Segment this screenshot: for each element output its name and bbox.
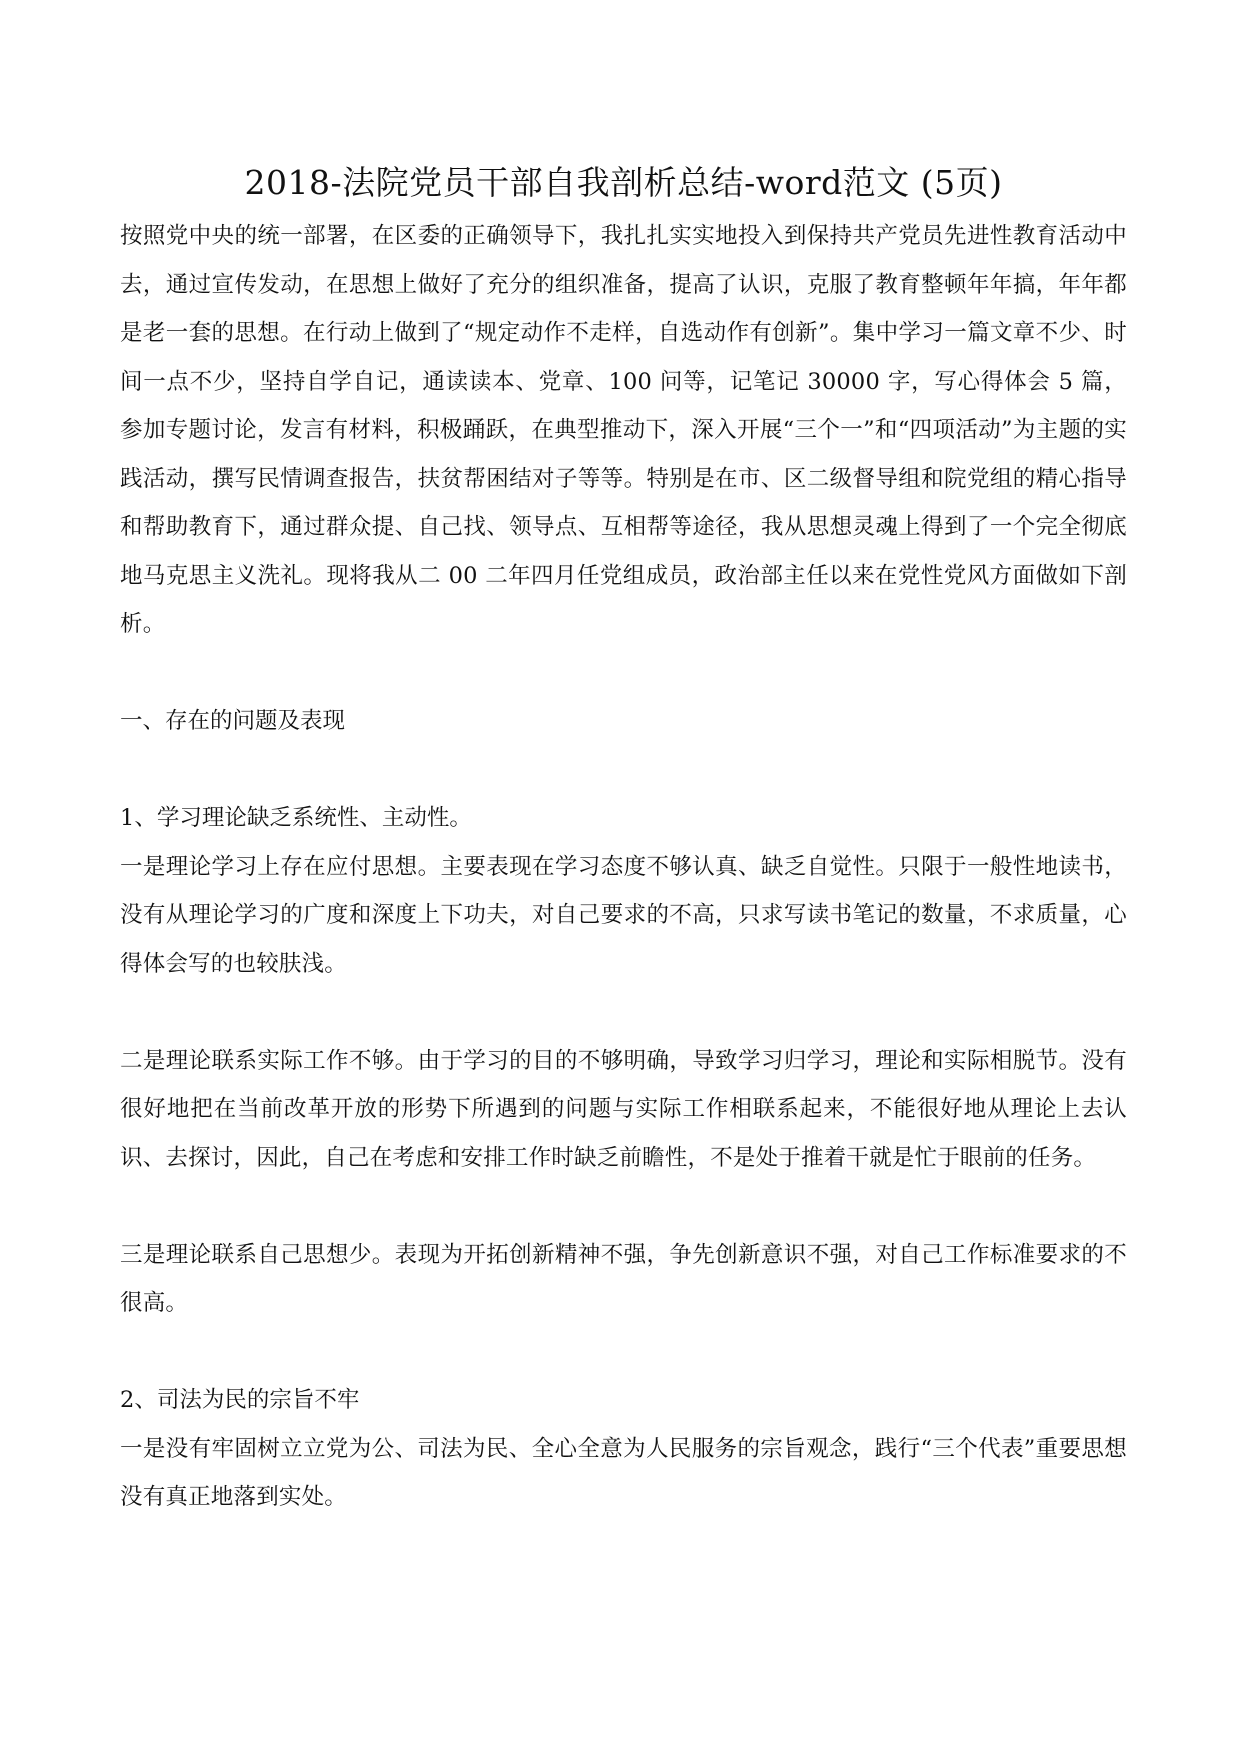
body-paragraph: 三是理论联系自己思想少。表现为开拓创新精神不强，争先创新意识不强，对自己工作标准要求的不很高。 — [120, 1241, 1127, 1316]
item-heading: 2、司法为民的宗旨不牢 — [120, 1387, 360, 1413]
section-heading: 一、存在的问题及表现 — [120, 708, 346, 734]
document-title: 2018-法院党员干部自我剖析总结-word范文 (5页) — [244, 163, 1003, 202]
spacer — [120, 988, 1127, 1037]
spacer — [120, 1328, 1127, 1377]
body-paragraph: 一是理论学习上存在应付思想。主要表现在学习态度不够认真、缺乏自觉性。只限于一般性地读书，没有从理论学习的广度和深度上下功夫，对自己要求的不高，只求写读书笔记的数量，不求质量，心得体会写的也较肤浅。 — [120, 853, 1127, 977]
spacer — [120, 649, 1127, 698]
spacer — [120, 746, 1127, 795]
spacer — [120, 1182, 1127, 1231]
item-heading: 1、学习理论缺乏系统性、主动性。 — [120, 805, 472, 831]
body-paragraph: 二是理论联系实际工作不够。由于学习的目的不够明确，导致学习归学习，理论和实际相脱节。没有很好地把在当前改革开放的形势下所遇到的问题与实际工作相联系起来，不能很好地从理论上去认识、去探讨，因此，自己在考虑和安排工作时缺乏前瞻性，不是处于推着干就是忙于眼前的任务。 — [120, 1047, 1127, 1171]
body-paragraph: 一是没有牢固树立立党为公、司法为民、全心全意为人民服务的宗旨观念，践行“三个代表”重要思想没有真正地落到实处。 — [120, 1435, 1127, 1510]
intro-paragraph: 按照党中央的统一部署，在区委的正确领导下，我扎扎实实地投入到保持共产党员先进性教育活动中去，通过宣传发动，在思想上做好了充分的组织准备，提高了认识，克服了教育整顿年年搞，年年都是老一套的思想。在行动上做到了“规定动作不走样，自选动作有创新”。集中学习一篇文章不少、时间一点不少，坚持自学自记，通读读本、党章、100 问等，记笔记 30000 字，写心得体会 5 篇，参加专题讨论，发言有材料，积极踊跃，在典型推动下，深入开展“三个一”和“四项活动”为主题的实践活动，撰写民情调查报告，扶贫帮困结对子等等。特别是在市、区二级督导组和院党组的精心指导和帮助教育下，通过群众提、自己找、领导点、互相帮等途径，我从思想灵魂上得到了一个完全彻底地马克思主义洗礼。现将我从二 00 二年四月任党组成员，政治部主任以来在党性党风方面做如下剖析。 — [120, 223, 1127, 637]
